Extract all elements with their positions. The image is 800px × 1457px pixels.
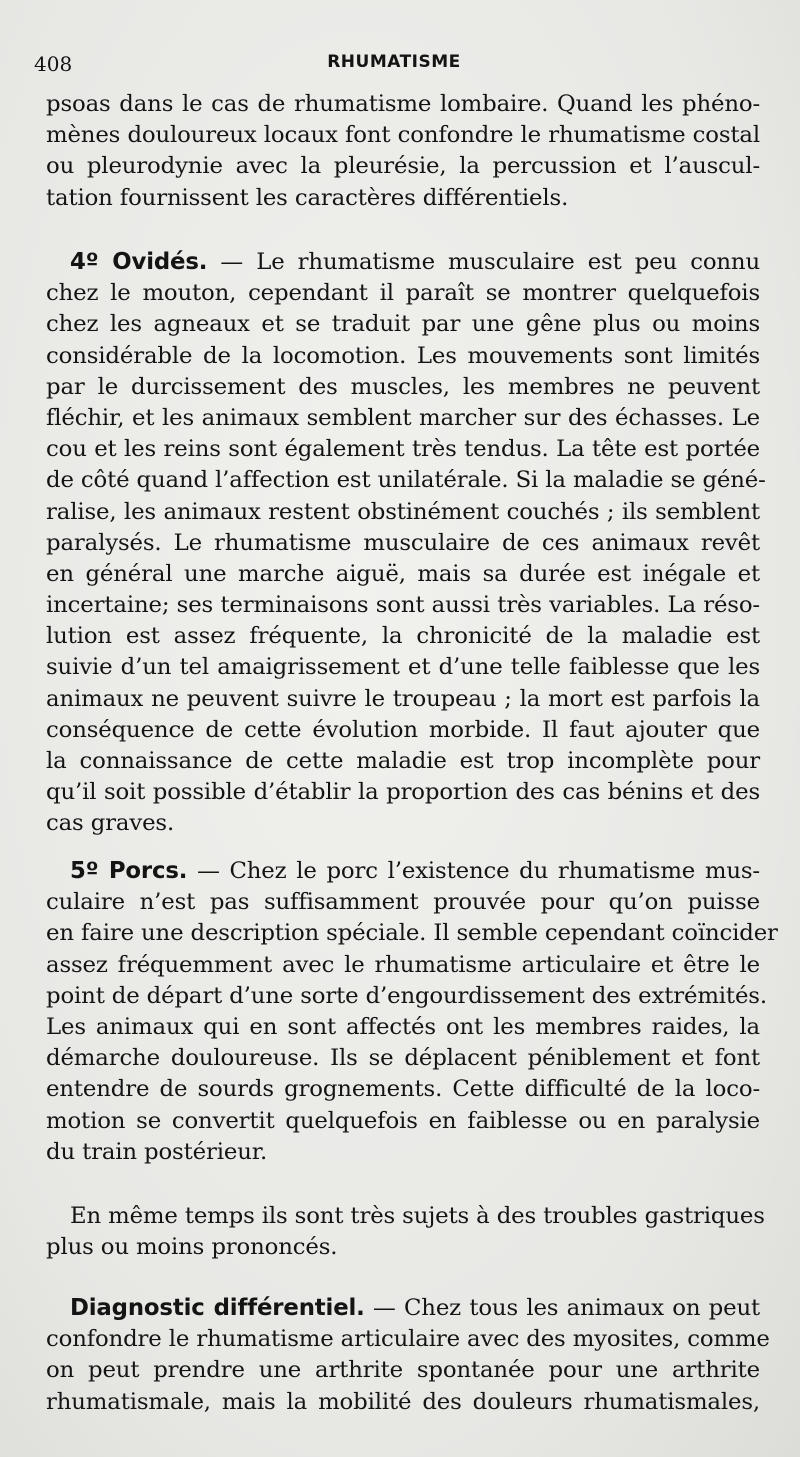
section-ovides <box>46 247 766 840</box>
text-line: Les animaux qui en sont affectés ont les membres raides, la <box>46 1013 760 1040</box>
text-line: la connaissance de cette maladie est trop incomplète pour <box>46 748 760 774</box>
text-line: culaire n’est pas suffisamment prouvée pour qu’on puisse <box>46 889 760 916</box>
page-number: 408 <box>34 52 73 76</box>
section-heading-porcs: 5º Porcs. <box>70 858 188 884</box>
text-run: — Le rhumatisme musculaire est peu connu <box>220 249 760 275</box>
section-first-line <box>46 247 760 278</box>
text-line: animaux ne peuvent suivre le troupeau ; la mort est parfois la <box>46 685 760 712</box>
text-line: mènes douloureux locaux font confondre le rhumatisme costal <box>46 122 760 149</box>
text-line: ralise, les animaux restent obstinément couchés ; ils semblent <box>46 498 760 525</box>
text-line: confondre le rhumatisme articulaire avec des myosites, comme <box>46 1326 770 1353</box>
text-line: démarche douloureuse. Ils se déplacent péniblement et font <box>46 1045 760 1072</box>
text-line: on peut prendre une arthrite spontanée pour une arthrite <box>46 1357 760 1384</box>
text-line: qu’il soit possible d’établir la proportion des cas bénins et des <box>46 779 760 806</box>
section-first-line <box>46 1293 760 1324</box>
section-diagnostic <box>46 1293 770 1418</box>
text-line: point de départ d’une sorte d’engourdissement des extrémités. <box>46 982 767 1009</box>
text-line: entendre de sourds grognements. Cette difficulté de la loco- <box>46 1076 760 1103</box>
text-run: — Chez tous les animaux on peut <box>373 1295 760 1321</box>
section-porcs <box>46 856 778 1168</box>
text-line: par le durcissement des muscles, les membres ne peuvent <box>46 373 760 400</box>
text-run: — Chez le porc l’existence du rhumatisme mus- <box>197 858 760 884</box>
text-line: motion se convertit quelquefois en faiblesse ou en paralysie <box>46 1107 760 1134</box>
text-line: ou pleurodynie avec la pleurésie, la percussion et l’auscul- <box>46 153 760 180</box>
paragraph-gastric <box>46 1201 765 1263</box>
text-line: conséquence de cette évolution morbide. Il faut ajouter que <box>46 716 760 743</box>
paragraph-continuation <box>46 89 760 214</box>
text-line: en faire une description spéciale. Il semble cependant coïncider <box>46 920 778 947</box>
text-line: fléchir, et les animaux semblent marcher sur des échasses. Le <box>46 404 760 431</box>
text-line: En même temps ils sont très sujets à des troubles gastriques <box>70 1203 765 1229</box>
text-line: paralysés. Le rhumatisme musculaire de ces animaux revêt <box>46 529 760 556</box>
section-heading-ovides: 4º Ovidés. <box>70 249 208 275</box>
text-line: lution est assez fréquente, la chronicité de la maladie est <box>46 623 760 650</box>
page-header <box>34 52 754 82</box>
text-line: cou et les reins sont également très tendus. La tête est portée <box>46 436 760 463</box>
text-line: assez fréquemment avec le rhumatisme articulaire et être le <box>46 951 760 978</box>
section-heading-diagnostic: Diagnostic différentiel. <box>70 1295 365 1321</box>
text-line: tation fournissent les caractères différentiels. <box>46 184 569 211</box>
text-line: rhumatismale, mais la mobilité des douleurs rhumatismales, <box>46 1388 760 1415</box>
text-line: en général une marche aiguë, mais sa durée est inégale et <box>46 560 760 587</box>
running-title: RHUMATISME <box>327 52 461 72</box>
text-line: psoas dans le cas de rhumatisme lombaire. Quand les phéno- <box>46 91 760 117</box>
text-line: considérable de la locomotion. Les mouvements sont limités <box>46 342 760 369</box>
text-line: suivie d’un tel amaigrissement et d’une telle faiblesse que les <box>46 654 760 681</box>
text-line: du train postérieur. <box>46 1138 268 1165</box>
section-first-line <box>46 856 760 887</box>
text-line: plus ou moins prononcés. <box>46 1234 338 1261</box>
text-line: chez le mouton, cependant il paraît se montrer quelquefois <box>46 280 760 307</box>
text-line: cas graves. <box>46 810 175 837</box>
text-line: incertaine; ses terminaisons sont aussi très variables. La réso- <box>46 592 760 619</box>
text-line: de côté quand l’affection est unilatérale. Si la maladie se géné- <box>46 467 766 494</box>
text-line: chez les agneaux et se traduit par une gêne plus ou moins <box>46 311 760 338</box>
